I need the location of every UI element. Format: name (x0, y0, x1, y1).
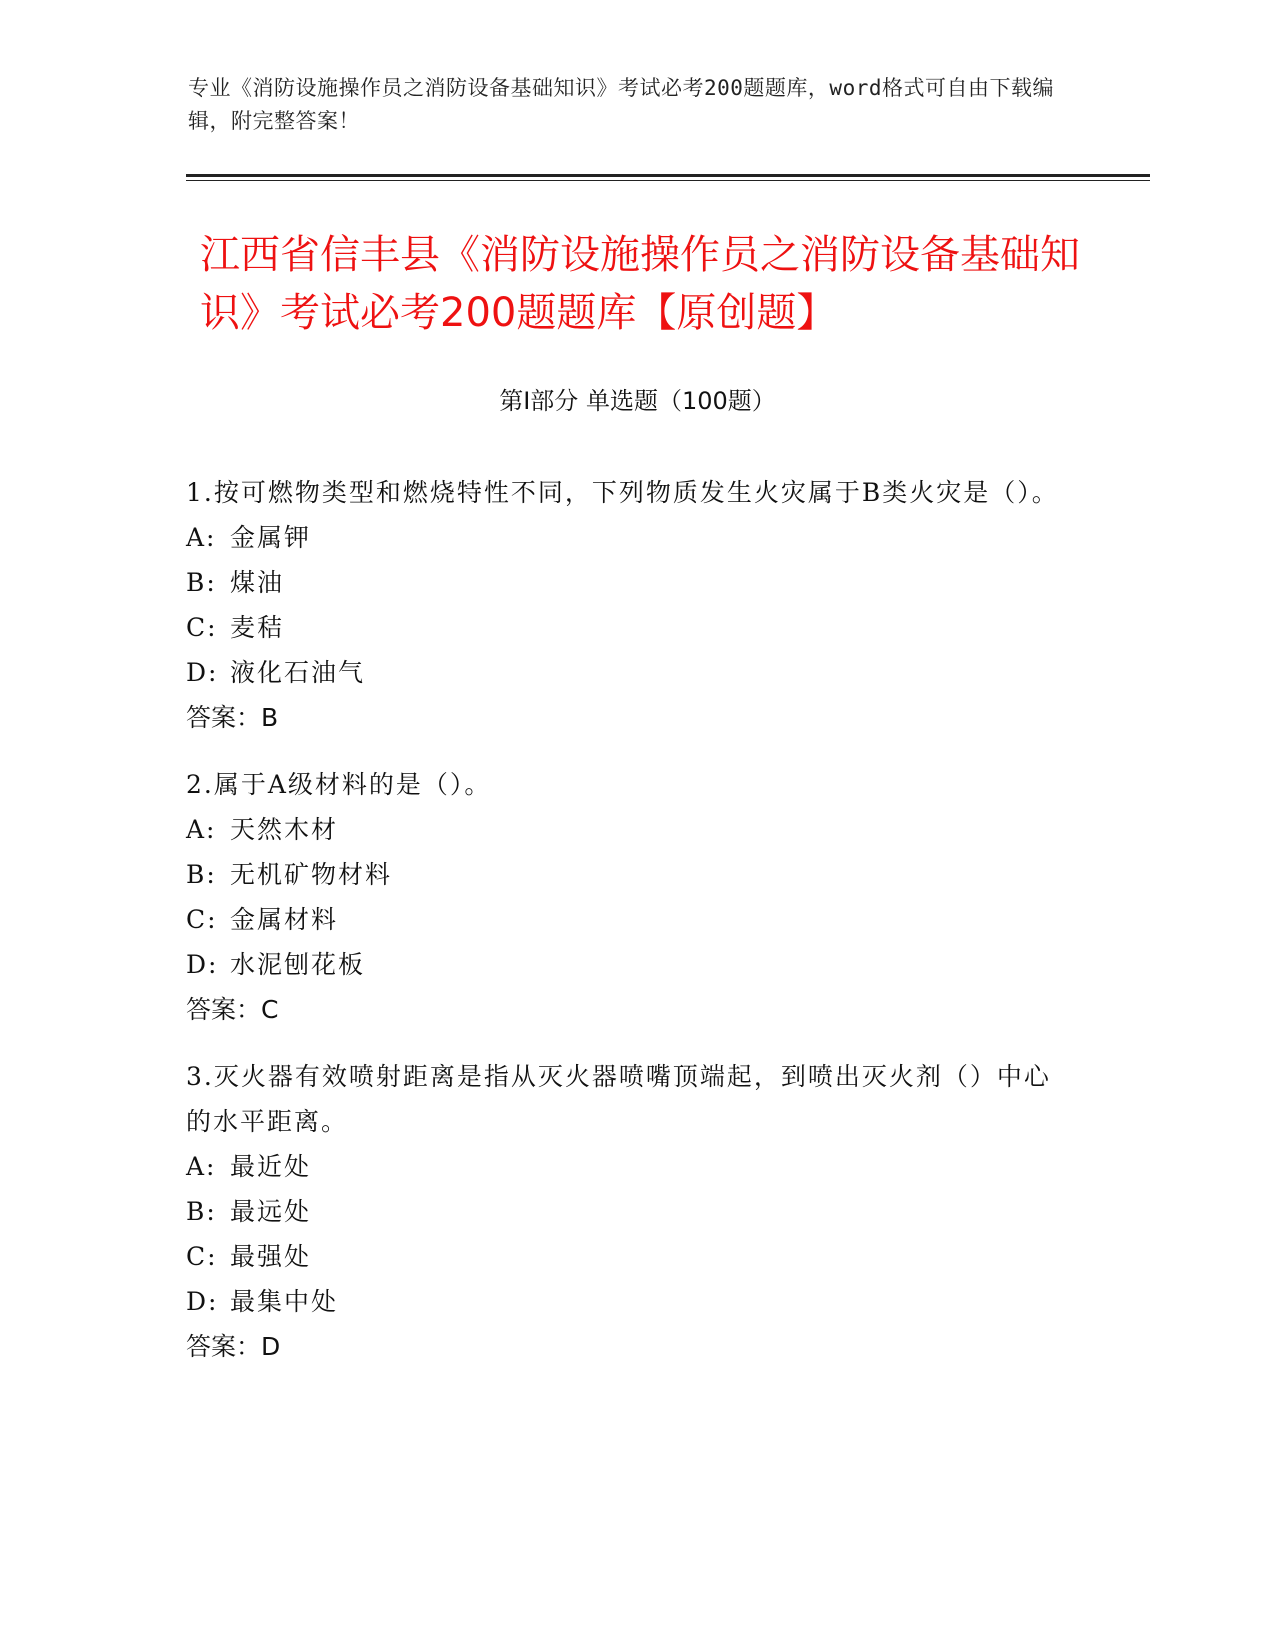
section-title: 第Ⅰ部分 单选题（100题） (499, 387, 776, 415)
option-text: 最近处 (230, 1152, 312, 1181)
question-list (186, 470, 1066, 1391)
option-text: 最强处 (230, 1242, 312, 1271)
option-letter: C: (186, 905, 218, 934)
option-a (186, 515, 1066, 560)
option-text: 金属钾 (230, 523, 312, 552)
question-answer: 答案：C (186, 995, 279, 1024)
question-stem: 1.按可燃物类型和燃烧特性不同，下列物质发生火灾属于B类火灾是（）。 (186, 478, 1059, 507)
option-text: 金属材料 (230, 905, 339, 934)
option-letter: C: (186, 1242, 218, 1271)
option-letter: D: (186, 1287, 219, 1316)
question-stem: 2.属于A级材料的是（）。 (186, 770, 492, 799)
option-b (186, 852, 1066, 897)
option-b (186, 560, 1066, 605)
header-divider-thick (186, 174, 1150, 177)
option-letter: B: (186, 1197, 217, 1226)
option-text: 天然木材 (230, 815, 339, 844)
question-answer: 答案：B (186, 703, 279, 732)
question-3 (186, 1054, 1066, 1369)
option-text: 最集中处 (230, 1287, 339, 1316)
option-c (186, 1234, 1066, 1279)
option-b (186, 1189, 1066, 1234)
option-letter: A: (186, 1152, 217, 1181)
option-letter: B: (186, 860, 217, 889)
option-d (186, 1279, 1066, 1324)
option-text: 无机矿物材料 (230, 860, 393, 889)
option-letter: D: (186, 658, 219, 687)
option-a (186, 1144, 1066, 1189)
option-c (186, 897, 1066, 942)
option-d (186, 942, 1066, 987)
document-title: 江西省信丰县《消防设施操作员之消防设备基础知识》考试必考200题题库【原创题】 (200, 232, 1080, 336)
option-a (186, 807, 1066, 852)
option-text: 水泥刨花板 (230, 950, 366, 979)
option-letter: C: (186, 613, 218, 642)
option-text: 麦秸 (230, 613, 285, 642)
option-letter: A: (186, 523, 217, 552)
header-note: 专业《消防设施操作员之消防设备基础知识》考试必考200题题库，word格式可自由下载编辑，附完整答案！ (188, 76, 1054, 133)
question-answer: 答案：D (186, 1332, 281, 1361)
option-c (186, 605, 1066, 650)
option-letter: A: (186, 815, 217, 844)
option-d (186, 650, 1066, 695)
question-1 (186, 470, 1066, 740)
option-letter: B: (186, 568, 217, 597)
question-2 (186, 762, 1066, 1032)
option-text: 最远处 (230, 1197, 312, 1226)
question-stem: 3.灭火器有效喷射距离是指从灭火器喷嘴顶端起，到喷出灭火剂（）中心的水平距离。 (186, 1062, 1051, 1136)
option-letter: D: (186, 950, 219, 979)
option-text: 液化石油气 (230, 658, 366, 687)
header-divider-thin (186, 180, 1150, 181)
option-text: 煤油 (230, 568, 285, 597)
